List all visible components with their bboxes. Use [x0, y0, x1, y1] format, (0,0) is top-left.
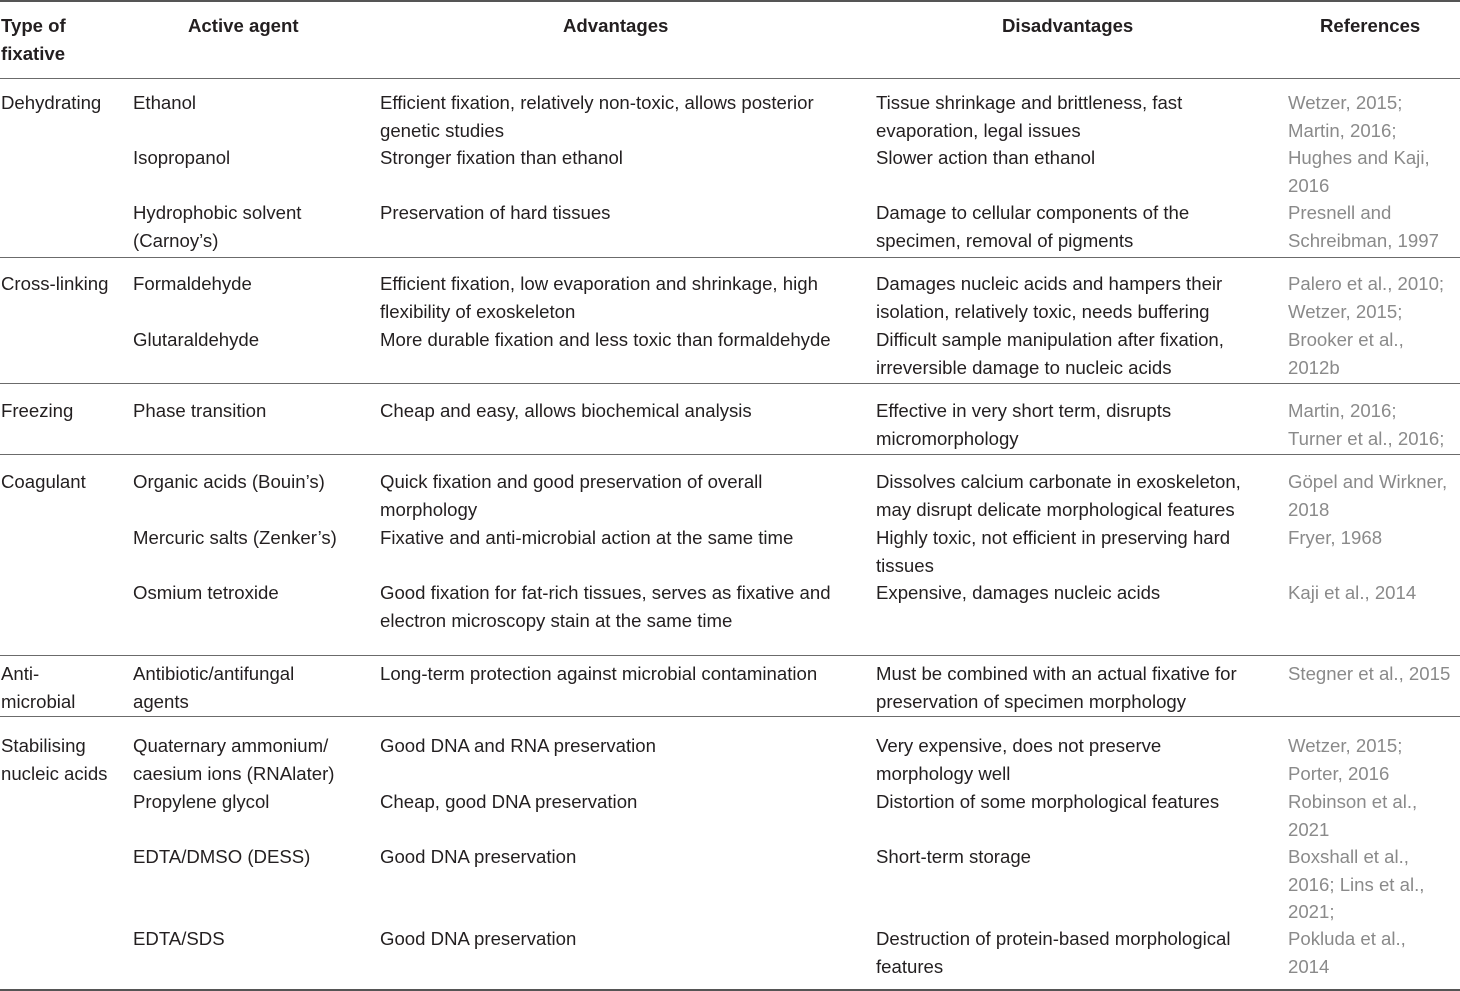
cell-line: Tissue shrinkage and brittleness, fast — [876, 92, 1183, 113]
cell-line: Organic acids (Bouin’s) — [133, 471, 325, 492]
cell-line: genetic studies — [380, 119, 505, 141]
header-advantages: Advantages — [563, 15, 669, 36]
cell-line: Good DNA and RNA preservation — [380, 735, 656, 756]
cell-line: tissues — [876, 554, 934, 576]
agent-cell — [133, 89, 196, 117]
advantages-cell — [380, 925, 576, 953]
header-type-line-2: fixative — [1, 42, 66, 64]
type-cell — [1, 660, 75, 715]
cell-line: Fryer, 1968 — [1288, 527, 1383, 548]
references-cell — [1288, 397, 1444, 452]
disadvantages-cell — [876, 524, 1230, 579]
cell-line: nucleic acids — [1, 762, 108, 784]
cell-line: Preservation of hard tissues — [380, 202, 611, 223]
cell-line: Pokluda et al., — [1288, 928, 1406, 949]
cell-line: Turner et al., 2016; — [1288, 427, 1445, 449]
cell-line: Stabilising — [1, 735, 86, 756]
table-bottom-rule — [0, 989, 1460, 991]
cell-line: caesium ions (RNAlater) — [133, 762, 335, 784]
cell-line: Slower action than ethanol — [876, 147, 1096, 168]
disadvantages-cell — [876, 89, 1182, 144]
disadvantages-cell — [876, 732, 1161, 787]
cell-line: Kaji et al., 2014 — [1288, 582, 1417, 603]
cell-line: Efficient fixation, relatively non-toxic, allows posterior — [380, 92, 814, 113]
cell-line: isolation, relatively toxic, needs buffering — [876, 300, 1210, 322]
agent-cell — [133, 660, 294, 715]
cell-line: 2016; Lins et al., — [1288, 873, 1425, 895]
agent-cell — [133, 199, 301, 254]
type-cell — [1, 397, 73, 425]
cell-line: Boxshall et al., — [1288, 846, 1409, 867]
agent-cell — [133, 788, 269, 816]
cell-line: features — [876, 955, 944, 977]
cell-line: Cross-linking — [1, 273, 109, 294]
header-bottom-rule — [0, 78, 1460, 79]
cell-line: Good DNA preservation — [380, 928, 577, 949]
cell-line: Phase transition — [133, 400, 267, 421]
cell-line: 2021 — [1288, 818, 1330, 840]
cell-line: Quick fixation and good preservation of overall — [380, 471, 763, 492]
cell-line: Hydrophobic solvent — [133, 202, 302, 223]
cell-line: Quaternary ammonium/ — [133, 735, 329, 756]
cell-line: Anti- — [1, 663, 40, 684]
cell-line: electron microscopy stain at the same time — [380, 609, 733, 631]
disadvantages-cell — [876, 660, 1237, 715]
advantages-cell — [380, 397, 752, 425]
cell-line: Damage to cellular components of the — [876, 202, 1190, 223]
header-references: References — [1320, 15, 1421, 36]
disadvantages-cell — [876, 199, 1189, 254]
cell-line: Göpel and Wirkner, — [1288, 471, 1448, 492]
agent-cell — [133, 732, 335, 787]
disadvantages-cell — [876, 925, 1231, 980]
advantages-cell — [380, 732, 656, 760]
agent-cell — [133, 144, 230, 172]
cell-line: EDTA/DMSO (DESS) — [133, 846, 311, 867]
disadvantages-cell — [876, 326, 1224, 381]
advantages-cell — [380, 843, 576, 871]
group-divider-coagulant — [0, 655, 1460, 656]
cell-line: Destruction of protein-based morphological — [876, 928, 1231, 949]
references-cell — [1288, 89, 1402, 144]
cell-line: Cheap and easy, allows biochemical analysis — [380, 400, 752, 421]
cell-line: morphology — [380, 498, 478, 520]
advantages-cell — [380, 326, 831, 354]
cell-line: Stegner et al., 2015 — [1288, 663, 1451, 684]
cell-line: flexibility of exoskeleton — [380, 300, 576, 322]
group-divider-anti-microbial — [0, 716, 1460, 717]
cell-line: Antibiotic/antifungal — [133, 663, 295, 684]
cell-line: evaporation, legal issues — [876, 119, 1081, 141]
cell-line: Short-term storage — [876, 846, 1032, 867]
cell-line: Schreibman, 1997 — [1288, 229, 1439, 251]
cell-line: Brooker et al., — [1288, 329, 1404, 350]
cell-line: Must be combined with an actual fixative for — [876, 663, 1237, 684]
cell-line: Formaldehyde — [133, 273, 252, 294]
type-cell — [1, 732, 107, 787]
cell-line: Freezing — [1, 400, 74, 421]
cell-line: Good DNA preservation — [380, 846, 577, 867]
agent-cell — [133, 270, 252, 298]
cell-line: Expensive, damages nucleic acids — [876, 582, 1161, 603]
disadvantages-cell — [876, 144, 1095, 172]
agent-cell — [133, 579, 279, 607]
cell-line: Porter, 2016 — [1288, 762, 1390, 784]
cell-line: Stronger fixation than ethanol — [380, 147, 623, 168]
advantages-cell — [380, 524, 793, 552]
references-cell — [1288, 144, 1430, 199]
cell-line: Effective in very short term, disrupts — [876, 400, 1172, 421]
type-cell — [1, 468, 86, 496]
cell-line: Isopropanol — [133, 147, 231, 168]
cell-line: specimen, removal of pigments — [876, 229, 1134, 251]
disadvantages-cell — [876, 843, 1031, 871]
cell-line: Wetzer, 2015; — [1288, 300, 1403, 322]
type-cell — [1, 89, 101, 117]
group-divider-freezing — [0, 454, 1460, 455]
references-cell — [1288, 788, 1417, 843]
advantages-cell — [380, 89, 814, 144]
advantages-cell — [380, 788, 637, 816]
header-type-of-fixative — [1, 12, 66, 67]
cell-line: Dissolves calcium carbonate in exoskeleton, — [876, 471, 1241, 492]
advantages-cell — [380, 270, 818, 325]
cell-line: Distortion of some morphological features — [876, 791, 1220, 812]
group-divider-cross-linking — [0, 383, 1460, 384]
agent-cell — [133, 397, 266, 425]
header-disadvantages: Disadvantages — [1002, 15, 1134, 36]
advantages-cell — [380, 660, 817, 688]
references-cell — [1288, 843, 1424, 926]
header-type-line-1: Type of — [1, 15, 66, 36]
cell-line: EDTA/SDS — [133, 928, 225, 949]
group-divider-dehydrating — [0, 257, 1460, 258]
advantages-cell — [380, 579, 831, 634]
cell-line: Martin, 2016; — [1288, 400, 1397, 421]
cell-line: (Carnoy’s) — [133, 229, 219, 251]
cell-line: Highly toxic, not efficient in preserving hard — [876, 527, 1231, 548]
cell-line: Good fixation for fat-rich tissues, serves as fixative and — [380, 582, 831, 603]
cell-line: Damages nucleic acids and hampers their — [876, 273, 1223, 294]
cell-line: Robinson et al., — [1288, 791, 1418, 812]
references-cell — [1288, 199, 1439, 254]
type-cell — [1, 270, 108, 298]
cell-line: preservation of specimen morphology — [876, 690, 1187, 712]
disadvantages-cell — [876, 397, 1171, 452]
cell-line: Palero et al., 2010; — [1288, 273, 1445, 294]
cell-line: Osmium tetroxide — [133, 582, 279, 603]
cell-line: Glutaraldehyde — [133, 329, 260, 350]
cell-line: 2012b — [1288, 356, 1340, 378]
agent-cell — [133, 468, 325, 496]
advantages-cell — [380, 468, 762, 523]
cell-line: Difficult sample manipulation after fixation, — [876, 329, 1224, 350]
cell-line: Hughes and Kaji, — [1288, 147, 1430, 168]
cell-line: morphology well — [876, 762, 1011, 784]
agent-cell — [133, 326, 259, 354]
cell-line: Presnell and — [1288, 202, 1392, 223]
agent-cell — [133, 925, 225, 953]
references-cell — [1288, 468, 1447, 523]
cell-line: agents — [133, 690, 189, 712]
cell-line: Propylene glycol — [133, 791, 270, 812]
cell-line: 2016 — [1288, 174, 1330, 196]
cell-line: micromorphology — [876, 427, 1019, 449]
agent-cell — [133, 843, 310, 871]
references-cell — [1288, 326, 1404, 381]
cell-line: 2014 — [1288, 955, 1330, 977]
agent-cell — [133, 524, 337, 552]
cell-line: Wetzer, 2015; — [1288, 735, 1403, 756]
cell-line: Wetzer, 2015; — [1288, 92, 1403, 113]
references-cell — [1288, 660, 1450, 688]
disadvantages-cell — [876, 270, 1222, 325]
cell-line: Martin, 2016; — [1288, 119, 1397, 141]
cell-line: may disrupt delicate morphological features — [876, 498, 1235, 520]
cell-line: Efficient fixation, low evaporation and shrinkage, high — [380, 273, 818, 294]
cell-line: Mercuric salts (Zenker’s) — [133, 527, 337, 548]
advantages-cell — [380, 144, 623, 172]
references-cell — [1288, 579, 1416, 607]
advantages-cell — [380, 199, 610, 227]
cell-line: Cheap, good DNA preservation — [380, 791, 638, 812]
cell-line: irreversible damage to nucleic acids — [876, 356, 1172, 378]
cell-line: Coagulant — [1, 471, 86, 492]
cell-line: Fixative and anti-microbial action at the same time — [380, 527, 794, 548]
cell-line: 2018 — [1288, 498, 1330, 520]
references-cell — [1288, 524, 1382, 552]
references-cell — [1288, 732, 1402, 787]
cell-line: Long-term protection against microbial contamination — [380, 663, 818, 684]
cell-line: Very expensive, does not preserve — [876, 735, 1162, 756]
disadvantages-cell — [876, 579, 1160, 607]
cell-line: microbial — [1, 690, 76, 712]
table-top-rule — [0, 0, 1460, 2]
disadvantages-cell — [876, 468, 1241, 523]
disadvantages-cell — [876, 788, 1219, 816]
cell-line: 2021; — [1288, 901, 1335, 922]
cell-line: Dehydrating — [1, 92, 102, 113]
cell-line: Ethanol — [133, 92, 197, 113]
references-cell — [1288, 270, 1444, 325]
cell-line: More durable fixation and less toxic than formaldehyde — [380, 329, 831, 350]
header-active-agent: Active agent — [188, 15, 299, 36]
references-cell — [1288, 925, 1406, 980]
